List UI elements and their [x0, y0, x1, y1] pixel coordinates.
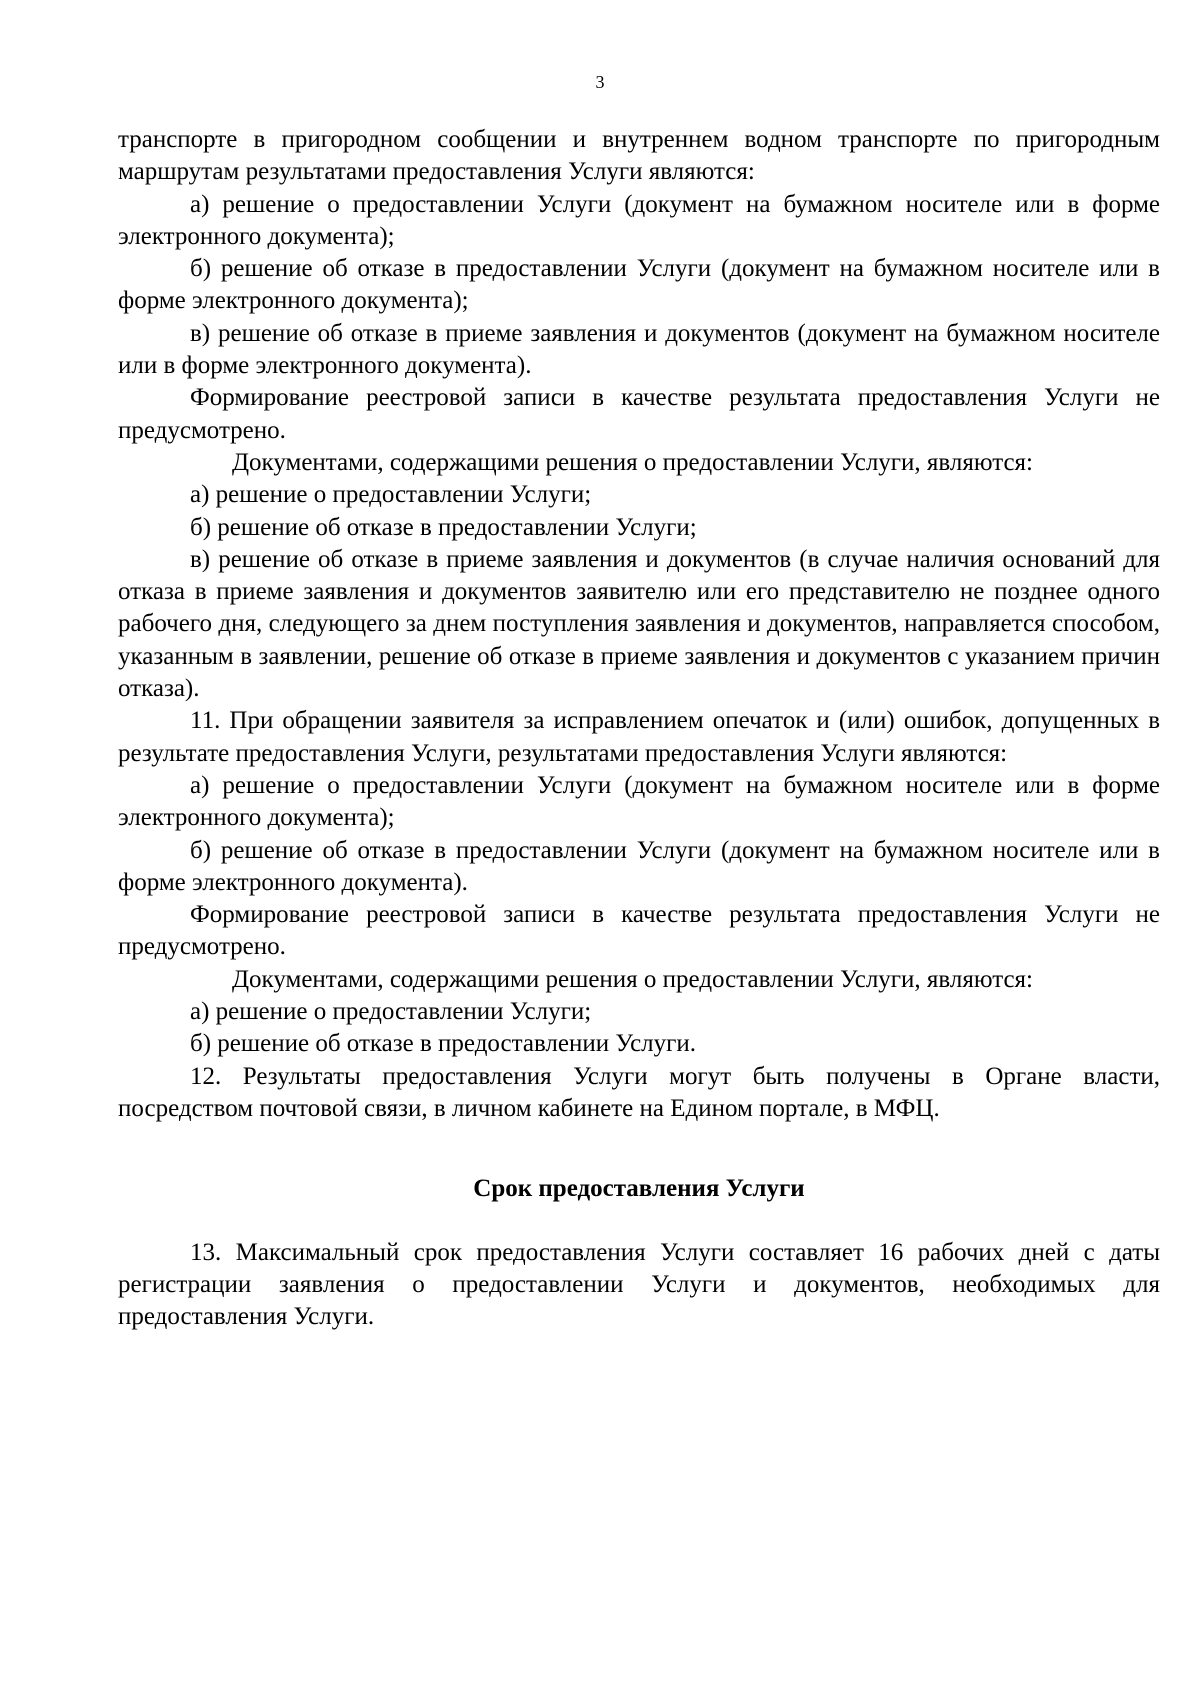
paragraph-decision-documents: Документами, содержащими решения о предоставлении Услуги, являются: [232, 448, 1033, 476]
paragraph-11-decision-item-a: а) решение о предоставлении Услуги; [190, 998, 592, 1026]
paragraph-item-v: в) решение об отказе в приеме заявления и документов (документ на бумажном носителе или в форме электронного документа). [118, 319, 1160, 380]
document-body [118, 124, 1160, 1333]
page-number: 3 [595, 72, 605, 92]
paragraph-11-decision-item-b: б) решение об отказе в предоставлении Услуги. [190, 1030, 697, 1058]
paragraph-11-registry-note: Формирование реестровой записи в качестве результата предоставления Услуги не предусмотрено. [118, 901, 1160, 961]
paragraph-11: 11. При обращении заявителя за исправлением опечаток и (или) ошибок, допущенных в результате предоставления Услуги, результатами предоставления Услуги являются: [118, 707, 1160, 767]
paragraph-11-decision-documents: Документами, содержащими решения о предоставлении Услуги, являются: [232, 965, 1033, 993]
paragraph-item-a: а) решение о предоставлении Услуги (документ на бумажном носителе или в форме электронного документа); [118, 190, 1160, 250]
paragraph-registry-note: Формирование реестровой записи в качестве результата предоставления Услуги не предусмотрено. [118, 384, 1160, 444]
paragraph-13: 13. Максимальный срок предоставления Услуги составляет 16 рабочих дней с даты регистрации заявления о предоставлении Услуги и документов, необходимых для предоставления Услуги. [118, 1238, 1160, 1331]
paragraph-11-item-a: а) решение о предоставлении Услуги (документ на бумажном носителе или в форме электронного документа); [118, 771, 1160, 832]
section-heading: Срок предоставления Услуги [473, 1175, 805, 1203]
paragraph-decision-item-b: б) решение об отказе в предоставлении Услуги; [190, 513, 697, 541]
paragraph-12: 12. Результаты предоставления Услуги могут быть получены в Органе власти, посредством почтовой связи, в личном кабинете на Едином портале, в МФЦ. [118, 1062, 1160, 1122]
paragraph-decision-item-a: а) решение о предоставлении Услуги; [190, 481, 592, 509]
paragraph-decision-item-v: в) решение об отказе в приеме заявления и документов (в случае наличия оснований для отказа в приеме заявления и документов заявителю или его представителю не позднее одного рабочего дня, следующего за днем поступления заявления и документов, направляется способом, указанным в заявлении, решение об отказе в приеме заявления и документов с указанием причин отказа). [118, 545, 1160, 703]
paragraph-item-b: б) решение об отказе в предоставлении Услуги (документ на бумажном носителе или в форме электронного документа); [118, 255, 1160, 315]
paragraph-continuation: транспорте в пригородном сообщении и внутреннем водном транспорте по пригородным маршрутам результатами предоставления Услуги являются: [118, 126, 1160, 186]
paragraph-11-item-b: б) решение об отказе в предоставлении Услуги (документ на бумажном носителе или в форме электронного документа). [118, 836, 1160, 896]
